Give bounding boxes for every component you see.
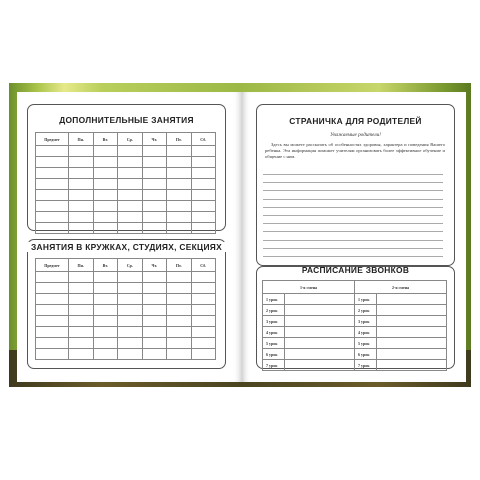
table-cell[interactable]: [69, 294, 94, 305]
table-cell[interactable]: [118, 168, 143, 179]
table-cell[interactable]: [118, 201, 143, 212]
bells-title: РАСПИСАНИЕ ЗВОНКОВ: [301, 265, 410, 275]
table-cell[interactable]: [191, 146, 216, 157]
table-cell[interactable]: [69, 168, 94, 179]
table-cell[interactable]: [69, 349, 94, 360]
table-cell[interactable]: [167, 327, 192, 338]
table-cell[interactable]: [167, 283, 192, 294]
table-cell[interactable]: [36, 212, 69, 223]
extra-classes-table: [35, 132, 216, 234]
table-cell[interactable]: [118, 283, 143, 294]
table-cell[interactable]: [167, 212, 192, 223]
table-cell[interactable]: [118, 179, 143, 190]
table-row: [263, 316, 447, 327]
table-row: [263, 338, 447, 349]
table-cell[interactable]: [167, 349, 192, 360]
table-cell[interactable]: [191, 190, 216, 201]
table-cell[interactable]: [191, 168, 216, 179]
table-header-cell: Чт.: [142, 259, 167, 272]
table-row: [36, 272, 216, 283]
table-row: [36, 305, 216, 316]
table-cell[interactable]: [93, 338, 118, 349]
table-cell[interactable]: [142, 283, 167, 294]
table-cell[interactable]: [167, 272, 192, 283]
table-cell[interactable]: [93, 146, 118, 157]
parents-frame: [256, 104, 455, 266]
lesson-time-cell[interactable]: [377, 360, 447, 371]
table-cell[interactable]: [167, 316, 192, 327]
table-cell[interactable]: [142, 305, 167, 316]
lesson-label: 7 урок: [355, 360, 377, 371]
write-line: [263, 240, 443, 241]
table-cell[interactable]: [142, 168, 167, 179]
lesson-label: 2 урок: [263, 305, 285, 316]
table-cell[interactable]: [142, 201, 167, 212]
table-header-cell: Ср.: [118, 259, 143, 272]
table-row: [36, 179, 216, 190]
table-cell[interactable]: [118, 272, 143, 283]
table-cell[interactable]: [118, 338, 143, 349]
table-header-cell: Предмет: [36, 259, 69, 272]
lesson-time-cell[interactable]: [377, 349, 447, 360]
table-cell[interactable]: [191, 305, 216, 316]
table-header-cell: Пн.: [69, 259, 94, 272]
table-header-cell: Сб.: [191, 133, 216, 146]
table-header-cell: Пт.: [167, 133, 192, 146]
table-cell[interactable]: [36, 168, 69, 179]
table-cell[interactable]: [69, 179, 94, 190]
table-cell[interactable]: [142, 327, 167, 338]
table-cell[interactable]: [118, 157, 143, 168]
table-row: [36, 157, 216, 168]
write-line: [263, 256, 443, 257]
table-cell[interactable]: [93, 327, 118, 338]
table-cell[interactable]: [118, 223, 143, 234]
table-cell[interactable]: [118, 327, 143, 338]
table-cell[interactable]: [69, 305, 94, 316]
table-row: [36, 349, 216, 360]
table-cell[interactable]: [69, 327, 94, 338]
table-header-cell: Вт.: [93, 259, 118, 272]
table-cell[interactable]: [167, 168, 192, 179]
parents-text: Здесь вы можете рассказать об особенностях здоровья, характера и поведения Вашего ребенка. Эта информация поможет учителям организовать более эффективное обучение и общение с ним.: [265, 142, 445, 160]
parents-title: СТРАНИЧКА ДЛЯ РОДИТЕЛЕЙ: [289, 116, 422, 126]
table-row: [36, 146, 216, 157]
table-cell[interactable]: [142, 294, 167, 305]
write-line: [263, 199, 443, 200]
table-cell[interactable]: [93, 272, 118, 283]
lesson-time-cell[interactable]: [377, 294, 447, 305]
table-cell[interactable]: [93, 212, 118, 223]
table-cell[interactable]: [69, 316, 94, 327]
lesson-time-cell[interactable]: [285, 305, 355, 316]
table-cell[interactable]: [36, 157, 69, 168]
table-cell[interactable]: [93, 294, 118, 305]
lesson-label: 1 урок: [355, 294, 377, 305]
table-cell[interactable]: [191, 272, 216, 283]
table-cell[interactable]: [191, 316, 216, 327]
lesson-label: 6 урок: [263, 349, 285, 360]
lesson-time-cell[interactable]: [377, 305, 447, 316]
table-row: [263, 294, 447, 305]
table-cell[interactable]: [36, 223, 69, 234]
table-row: [36, 327, 216, 338]
table-cell[interactable]: [142, 146, 167, 157]
lesson-label: 5 урок: [263, 338, 285, 349]
table-cell[interactable]: [167, 294, 192, 305]
lesson-label: 3 урок: [263, 316, 285, 327]
table-cell[interactable]: [93, 179, 118, 190]
table-cell[interactable]: [118, 316, 143, 327]
table-cell[interactable]: [36, 283, 69, 294]
table-row: [36, 223, 216, 234]
table-cell[interactable]: [142, 190, 167, 201]
write-line: [263, 190, 443, 191]
write-line: [263, 215, 443, 216]
shift-1-header: 1-я смена: [263, 281, 355, 294]
table-cell[interactable]: [118, 294, 143, 305]
table-cell[interactable]: [69, 212, 94, 223]
table-cell[interactable]: [167, 190, 192, 201]
table-header-cell: Сб.: [191, 259, 216, 272]
table-cell[interactable]: [36, 201, 69, 212]
lesson-label: 1 урок: [263, 294, 285, 305]
table-row: [263, 349, 447, 360]
table-row: [263, 327, 447, 338]
table-cell[interactable]: [142, 272, 167, 283]
lesson-label: 5 урок: [355, 338, 377, 349]
write-line: [263, 207, 443, 208]
table-cell[interactable]: [69, 157, 94, 168]
table-cell[interactable]: [142, 316, 167, 327]
table-row: [36, 316, 216, 327]
write-line: [263, 231, 443, 232]
lesson-time-cell[interactable]: [285, 327, 355, 338]
table-cell[interactable]: [191, 223, 216, 234]
lesson-label: 3 урок: [355, 316, 377, 327]
table-cell[interactable]: [93, 349, 118, 360]
table-cell[interactable]: [36, 338, 69, 349]
write-line: [263, 248, 443, 249]
table-cell[interactable]: [36, 190, 69, 201]
lesson-time-cell[interactable]: [285, 338, 355, 349]
table-cell[interactable]: [167, 179, 192, 190]
table-header-cell: Пн.: [69, 133, 94, 146]
table-cell[interactable]: [36, 327, 69, 338]
write-line: [263, 223, 443, 224]
table-cell[interactable]: [167, 338, 192, 349]
table-cell[interactable]: [36, 294, 69, 305]
table-cell[interactable]: [93, 305, 118, 316]
bell-schedule-table: [262, 280, 447, 371]
table-cell[interactable]: [167, 223, 192, 234]
table-row: [263, 305, 447, 316]
shift-2-header: 2-я смена: [355, 281, 447, 294]
table-cell[interactable]: [93, 190, 118, 201]
table-cell[interactable]: [142, 212, 167, 223]
table-cell[interactable]: [69, 190, 94, 201]
table-header-cell: Ср.: [118, 133, 143, 146]
table-cell[interactable]: [93, 157, 118, 168]
table-header-cell: Вт.: [93, 133, 118, 146]
table-header-cell: Чт.: [142, 133, 167, 146]
lesson-label: 7 урок: [263, 360, 285, 371]
table-cell[interactable]: [191, 327, 216, 338]
table-cell[interactable]: [191, 201, 216, 212]
table-cell[interactable]: [118, 212, 143, 223]
table-cell[interactable]: [191, 338, 216, 349]
write-line: [263, 174, 443, 175]
table-cell[interactable]: [191, 179, 216, 190]
table-cell[interactable]: [167, 146, 192, 157]
lesson-time-cell[interactable]: [377, 327, 447, 338]
lesson-time-cell[interactable]: [285, 316, 355, 327]
table-cell[interactable]: [167, 157, 192, 168]
table-cell[interactable]: [142, 338, 167, 349]
table-cell[interactable]: [142, 349, 167, 360]
table-cell[interactable]: [36, 179, 69, 190]
table-cell[interactable]: [36, 146, 69, 157]
table-cell[interactable]: [191, 349, 216, 360]
parents-greeting: Уважаемые родители!: [330, 132, 381, 138]
table-cell[interactable]: [36, 349, 69, 360]
table-cell[interactable]: [191, 283, 216, 294]
table-cell[interactable]: [167, 305, 192, 316]
table-row: [36, 283, 216, 294]
table-row: [36, 168, 216, 179]
clubs-title: ЗАНЯТИЯ В КРУЖКАХ, СТУДИЯХ, СЕКЦИЯХ: [24, 242, 229, 252]
table-cell[interactable]: [36, 316, 69, 327]
table-cell[interactable]: [93, 316, 118, 327]
table-row: [36, 212, 216, 223]
lesson-label: 2 урок: [355, 305, 377, 316]
table-cell[interactable]: [191, 157, 216, 168]
table-cell[interactable]: [69, 146, 94, 157]
table-cell[interactable]: [36, 305, 69, 316]
table-cell[interactable]: [118, 146, 143, 157]
table-cell[interactable]: [142, 223, 167, 234]
table-row: [36, 201, 216, 212]
table-cell[interactable]: [142, 157, 167, 168]
table-cell[interactable]: [69, 223, 94, 234]
table-cell[interactable]: [69, 283, 94, 294]
table-cell[interactable]: [93, 201, 118, 212]
table-cell[interactable]: [142, 179, 167, 190]
lesson-label: 6 урок: [355, 349, 377, 360]
write-line: [263, 182, 443, 183]
table-cell[interactable]: [191, 212, 216, 223]
clubs-table: [35, 258, 216, 360]
table-header-cell: Пт.: [167, 259, 192, 272]
table-row: [36, 294, 216, 305]
lesson-time-cell[interactable]: [285, 349, 355, 360]
table-row: [36, 338, 216, 349]
table-cell[interactable]: [93, 223, 118, 234]
table-cell[interactable]: [36, 272, 69, 283]
table-cell[interactable]: [93, 168, 118, 179]
lesson-time-cell[interactable]: [377, 338, 447, 349]
lesson-time-cell[interactable]: [285, 360, 355, 371]
table-row: [263, 360, 447, 371]
lesson-time-cell[interactable]: [377, 316, 447, 327]
table-cell[interactable]: [69, 338, 94, 349]
extra-classes-title: ДОПОЛНИТЕЛЬНЫЕ ЗАНЯТИЯ: [59, 115, 194, 125]
table-header-cell: Предмет: [36, 133, 69, 146]
lesson-time-cell[interactable]: [285, 294, 355, 305]
table-row: [36, 190, 216, 201]
table-cell[interactable]: [191, 294, 216, 305]
lesson-label: 4 урок: [263, 327, 285, 338]
lesson-label: 4 урок: [355, 327, 377, 338]
table-cell[interactable]: [118, 305, 143, 316]
table-cell[interactable]: [69, 272, 94, 283]
table-cell[interactable]: [167, 201, 192, 212]
table-cell[interactable]: [93, 283, 118, 294]
table-cell[interactable]: [118, 349, 143, 360]
table-cell[interactable]: [69, 201, 94, 212]
table-cell[interactable]: [118, 190, 143, 201]
